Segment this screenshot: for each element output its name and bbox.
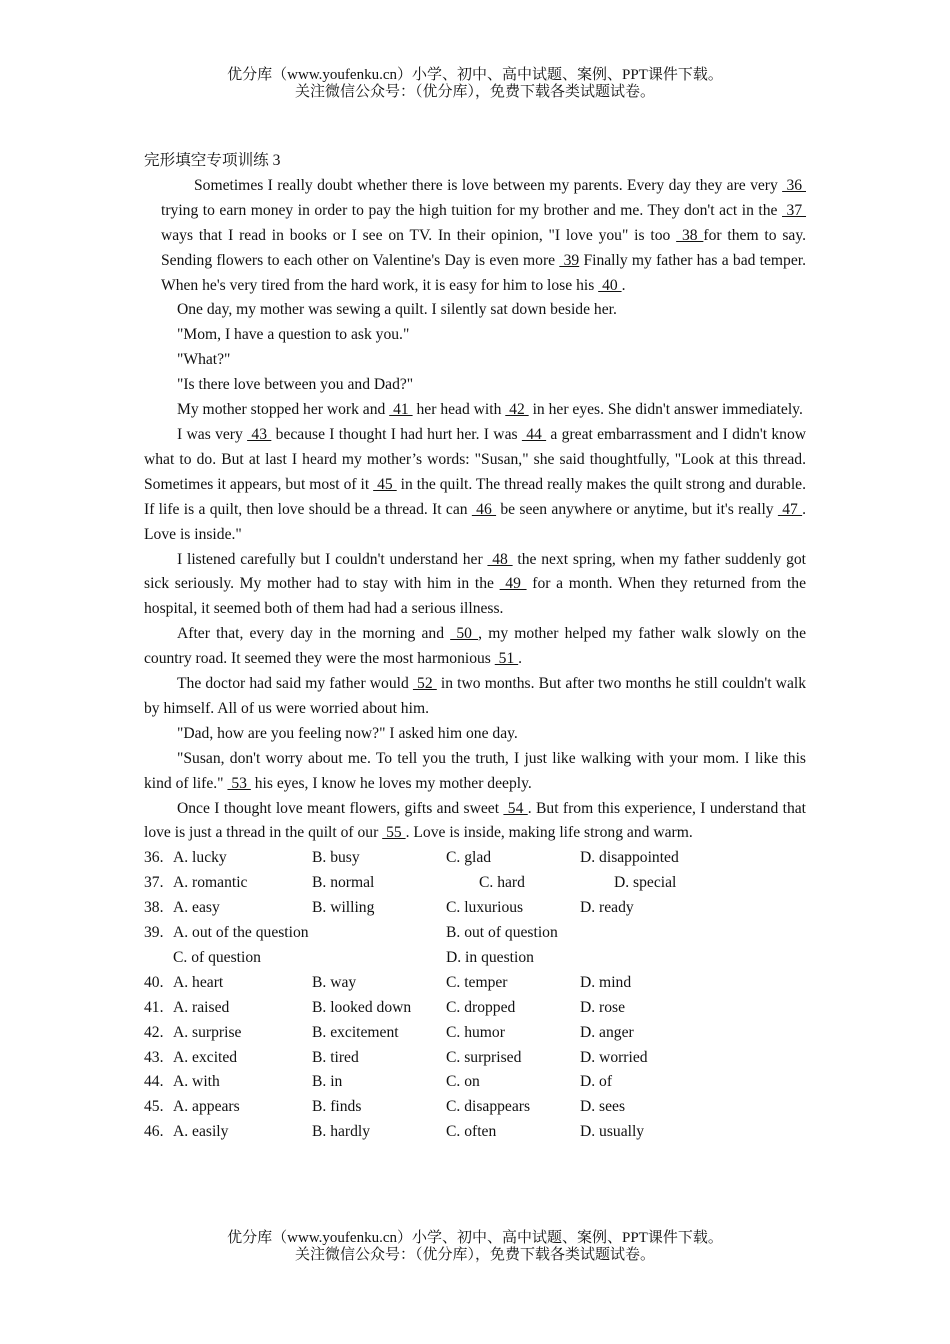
article [144,149,806,1145]
footer-line-1: 优分库（www.youfenku.cn）小学、初中、高中试题、案例、PPT课件下载。 [227,1230,723,1246]
question-number: 43. [144,1048,164,1066]
blank-51: 51 [494,650,519,668]
paragraph-4: "What?" [177,351,231,369]
option-d: D. of [580,1073,613,1091]
blank-36: 36 [782,176,806,194]
question-list [144,846,806,1145]
question-row [144,1120,806,1145]
question-number: 36. [144,849,164,867]
option-c: C. temper [446,973,508,991]
page-header [0,67,950,101]
paragraph-2: One day, my mother was sewing a quilt. I silently sat down beside her. [177,301,617,319]
paragraph-11: "Dad, how are you feeling now?" I asked him one day. [177,724,518,742]
option-c: C. disappears [446,1098,531,1116]
question-number: 38. [144,899,164,917]
paragraph-3: "Mom, I have a question to ask you." [177,326,410,344]
blank-50: 50 [450,625,479,643]
question-number: 41. [144,998,164,1016]
question-row [144,971,806,996]
option-b: B. busy [312,849,360,867]
question-number: 44. [144,1073,164,1091]
option-a: A. heart [173,973,224,991]
option-d: D. special [614,874,677,892]
question-row [144,1046,806,1071]
option-d: D. worried [580,1048,648,1066]
question-row [144,1021,806,1046]
option-b: B. normal [312,874,375,892]
blank-40: 40 [598,276,622,294]
question-row [144,846,806,871]
header-line-1: 优分库（www.youfenku.cn）小学、初中、高中试题、案例、PPT课件下载。 [227,67,723,83]
blank-53: 53 [227,774,251,792]
option-b: B. in [312,1073,343,1091]
option-d: D. rose [580,998,626,1016]
option-a: A. out of the question [173,924,309,942]
option-b: B. willing [312,899,375,917]
option-c: C. humor [446,1023,505,1041]
paragraph-9: After that, every day in the morning and 50 , my mother helped my father walk slowly on the country road. It seemed they were the most harmonious 51 . [144,625,806,668]
option-d: D. anger [580,1023,634,1041]
blank-52: 52 [412,675,437,693]
blank-37: 37 [782,201,807,219]
option-a: A. with [173,1073,220,1091]
option-c: C. often [446,1123,497,1141]
option-c: C. luxurious [446,899,524,917]
option-a: A. easy [173,899,220,917]
blank-39: 39 [559,251,580,269]
paragraph-12: "Susan, don't worry about me. To tell you the truth, I just like walking with your mom. I like this kind of life." 53 his eyes, I know he loves my mother deeply. [144,749,806,792]
option-a: A. surprise [173,1023,242,1041]
question-row [144,1070,806,1095]
option-d: D. disappointed [580,849,679,867]
option-b: B. finds [312,1098,362,1116]
blank-48: 48 [487,550,513,568]
option-c: C. of question [173,948,261,966]
blank-54: 54 [503,799,528,817]
question-row [144,896,806,921]
option-d: D. ready [580,899,634,917]
option-c: C. glad [446,849,492,867]
question-row [144,921,806,946]
question-number: 37. [144,874,164,892]
page-title: 完形填空专项训练 3 [144,152,281,169]
blank-45: 45 [373,475,397,493]
blank-38: 38 [676,226,704,244]
paragraph-8: I listened carefully but I couldn't understand her 48 the next spring, when my father suddenly got sick seriously. My mother had to stay with him in the 49 for a month. When they returned from the hospital, it seemed both of them had had a serious illness. [144,550,807,618]
blank-46: 46 [471,500,497,518]
question-row-continued [144,946,806,971]
option-d: D. usually [580,1123,645,1141]
option-b: B. hardly [312,1123,371,1141]
option-b: B. out of question [446,924,558,942]
option-a: A. lucky [173,849,227,867]
paragraph-13: Once I thought love meant flowers, gifts and sweet 54 . But from this experience, I understand that love is just a thread in the quilt of our 55 . Love is inside, making life strong and warm. [144,799,806,842]
footer-line-2: 关注微信公众号：（优分库），免费下载各类试题试卷。 [294,1247,655,1263]
question-number: 42. [144,1023,164,1041]
option-a: A. raised [173,998,230,1016]
paragraph-7: I was very 43 because I thought I had hurt her. I was 44 a great embarrassment and I didn't know what to do. But at last I heard my mother’s words: "Susan," she said thoughtfully, "Look at this thread. Sometimes it appears, but most of it 45 in the quilt. The thread really makes the quilt strong and durable. If life is a quilt, then love should be a thread. It can 46 be seen anywhere or anytime, but it's really 47 . Love is inside." [144,425,807,543]
question-row [144,1095,806,1120]
option-a: A. easily [173,1123,229,1141]
option-c: C. dropped [446,998,516,1016]
blank-44: 44 [521,425,547,443]
paragraph-1: Sometimes I really doubt whether there is love between my parents. Every day they are very 36 trying to earn money in order to pay the high tuition for my brother and me. They don't act in the 37 ways that I read in books or I see on TV. In their opinion, "I love you" is too 38 for them to say. Sending flowers to each other on Valentine's Day is even more 39 Finally my father has a bad temper. When he's very tired from the hard work, it is easy for him to lose his 40 . [161,176,807,294]
paragraph-6: My mother stopped her work and 41 her head with 42 in her eyes. She didn't answer immediately. [177,401,803,419]
blank-55: 55 [382,824,406,842]
option-a: A. romantic [173,874,248,892]
option-c: C. hard [479,874,525,892]
option-b: B. looked down [312,998,412,1016]
blank-47: 47 [777,500,803,518]
option-d: D. mind [580,973,632,991]
option-b: B. excitement [312,1023,399,1041]
option-a: A. excited [173,1048,238,1066]
option-c: C. on [446,1073,480,1091]
question-row [144,996,806,1021]
option-c: C. surprised [446,1048,522,1066]
question-row [144,871,806,896]
blank-41: 41 [389,401,413,419]
option-b: B. tired [312,1048,359,1066]
option-a: A. appears [173,1098,240,1116]
option-b: B. way [312,973,357,991]
paragraph-5: "Is there love between you and Dad?" [177,376,414,394]
blank-43: 43 [247,425,272,443]
blank-42: 42 [505,401,529,419]
page-footer [0,1230,950,1264]
option-d: D. sees [580,1098,626,1116]
option-d: D. in question [446,948,534,966]
question-number: 40. [144,973,164,991]
blank-49: 49 [499,575,527,593]
header-line-2: 关注微信公众号：（优分库），免费下载各类试题试卷。 [294,84,655,100]
question-number: 45. [144,1098,164,1116]
paragraph-10: The doctor had said my father would 52 in two months. But after two months he still couldn't walk by himself. All of us were worried about him. [144,675,806,717]
question-number: 46. [144,1123,164,1141]
question-number: 39. [144,924,164,942]
